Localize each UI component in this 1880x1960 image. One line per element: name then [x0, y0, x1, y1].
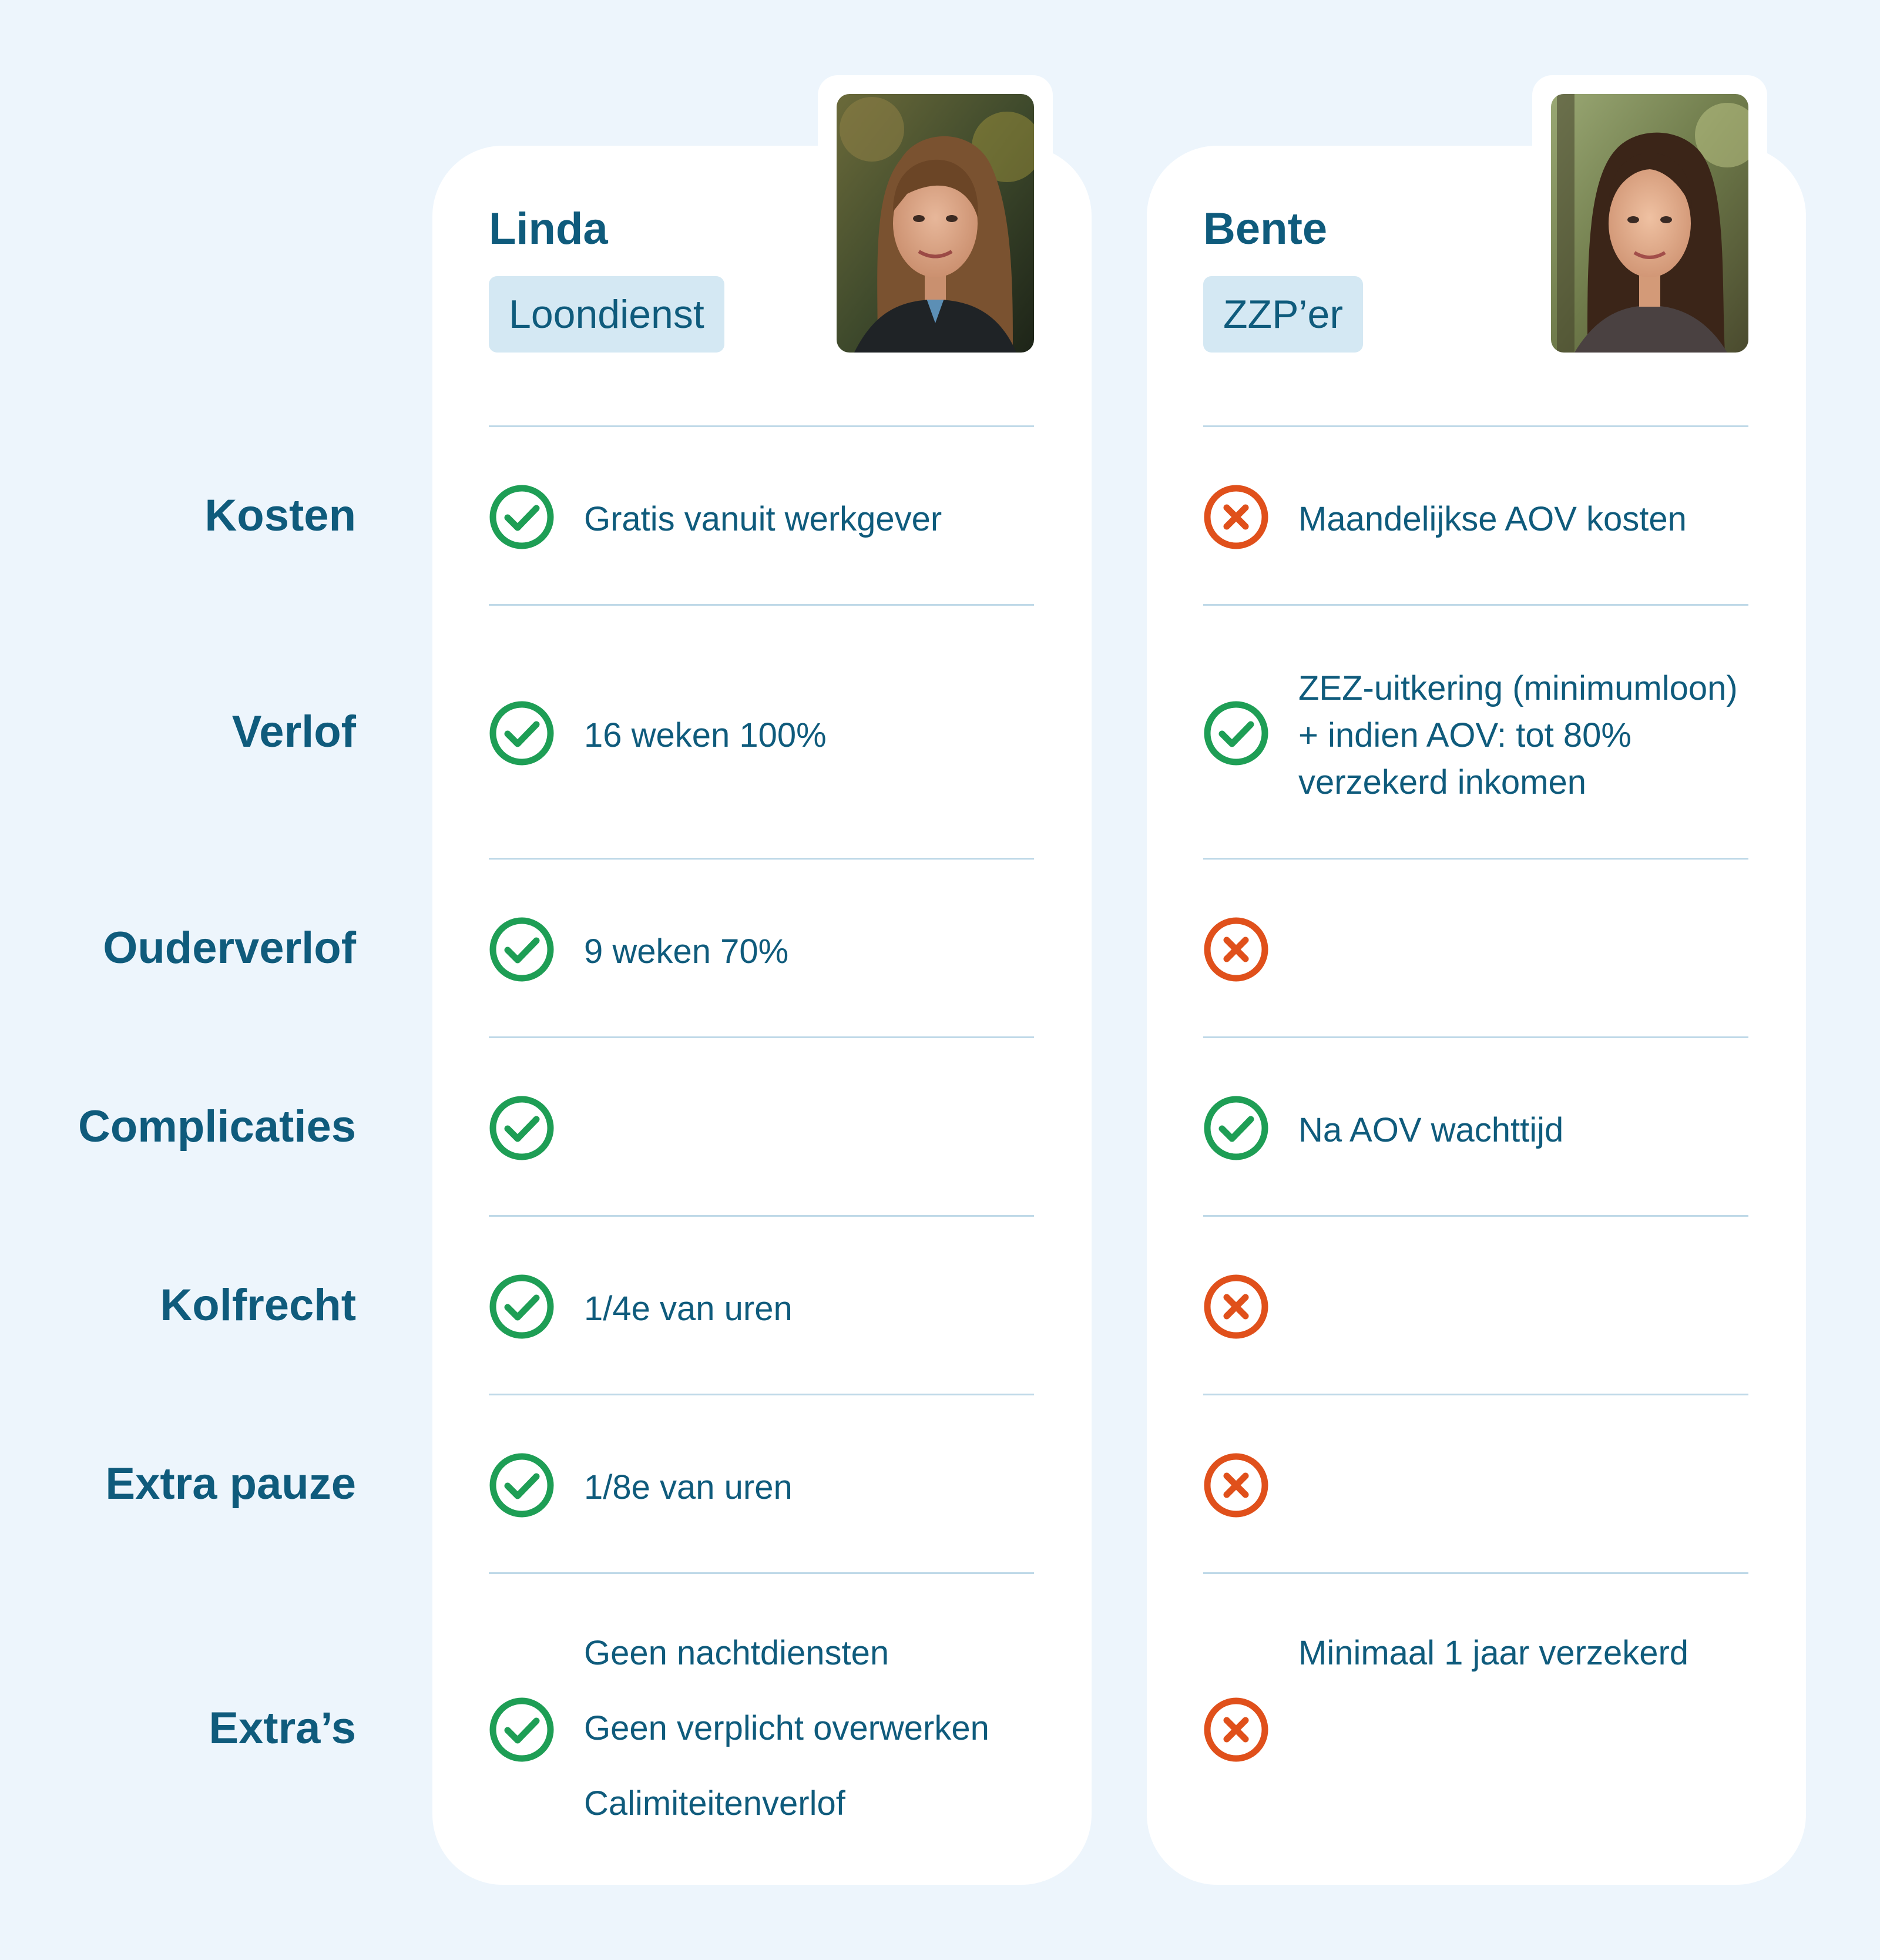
check-circle-icon [489, 1452, 555, 1518]
check-circle-icon [1203, 700, 1269, 766]
row-label-kolfrecht: Kolfrecht [160, 1280, 356, 1330]
cell-text-linda: 9 weken 70% [584, 932, 789, 971]
row-divider [489, 425, 1034, 427]
row-divider [1203, 1394, 1748, 1395]
cross-circle-icon [1203, 917, 1269, 982]
profile-card-bente [1147, 146, 1806, 1885]
row-divider [489, 858, 1034, 860]
row-divider [489, 1394, 1034, 1395]
portrait-photo [1551, 94, 1748, 353]
cell-text-linda: 16 weken 100% [584, 716, 827, 754]
profile-card-linda [432, 146, 1092, 1885]
row-label-extra-pauze: Extra pauze [105, 1459, 356, 1509]
cell-text-linda: Geen verplicht overwerken [584, 1709, 989, 1747]
row-label-verlof: Verlof [231, 707, 356, 757]
row-divider [1203, 1572, 1748, 1574]
row-divider [489, 1215, 1034, 1217]
cross-circle-icon [1203, 484, 1269, 550]
check-circle-icon [489, 917, 555, 982]
row-label-ouderverlof: Ouderverlof [103, 923, 356, 973]
profile-name-bente: Bente [1203, 204, 1328, 254]
check-circle-icon [489, 1095, 555, 1161]
check-circle-icon [489, 484, 555, 550]
row-divider [1203, 858, 1748, 860]
row-divider [489, 1572, 1034, 1574]
photo-frame-linda [818, 75, 1053, 364]
profile-name-linda: Linda [489, 204, 608, 254]
cell-text-linda: 1/8e van uren [584, 1468, 793, 1506]
photo-frame-bente [1532, 75, 1767, 364]
row-divider [1203, 425, 1748, 427]
row-divider [489, 1036, 1034, 1038]
cell-text-linda: Calimiteitenverlof [584, 1784, 845, 1823]
row-label-kosten: Kosten [204, 491, 356, 541]
row-divider [489, 604, 1034, 606]
cell-text-linda: Gratis vanuit werkgever [584, 500, 942, 538]
row-label-extras: Extra’s [209, 1703, 356, 1753]
row-divider [1203, 1036, 1748, 1038]
check-circle-icon [1203, 1095, 1269, 1161]
cell-text-linda: 1/4e van uren [584, 1290, 793, 1328]
cell-text-bente: Na AOV wachttijd [1298, 1111, 1564, 1149]
employment-badge-linda: Loondienst [489, 276, 724, 353]
check-circle-icon [489, 1697, 555, 1763]
row-divider [1203, 604, 1748, 606]
row-label-complicaties: Complicaties [78, 1102, 356, 1152]
cross-circle-icon [1203, 1697, 1269, 1763]
check-circle-icon [489, 700, 555, 766]
cell-text-linda: Geen nachtdiensten [584, 1634, 889, 1672]
check-circle-icon [489, 1274, 555, 1340]
cross-circle-icon [1203, 1452, 1269, 1518]
cross-circle-icon [1203, 1274, 1269, 1340]
cell-text-bente: verzekerd inkomen [1298, 763, 1586, 801]
cell-text-bente: ZEZ-uitkering (minimumloon) [1298, 669, 1738, 707]
row-divider [1203, 1215, 1748, 1217]
cell-text-bente: + indien AOV: tot 80% [1298, 716, 1631, 754]
cell-text-bente: Maandelijkse AOV kosten [1298, 500, 1687, 538]
cell-text-bente: Minimaal 1 jaar verzekerd [1298, 1634, 1689, 1672]
portrait-photo [837, 94, 1034, 353]
employment-badge-bente: ZZP’er [1203, 276, 1363, 353]
